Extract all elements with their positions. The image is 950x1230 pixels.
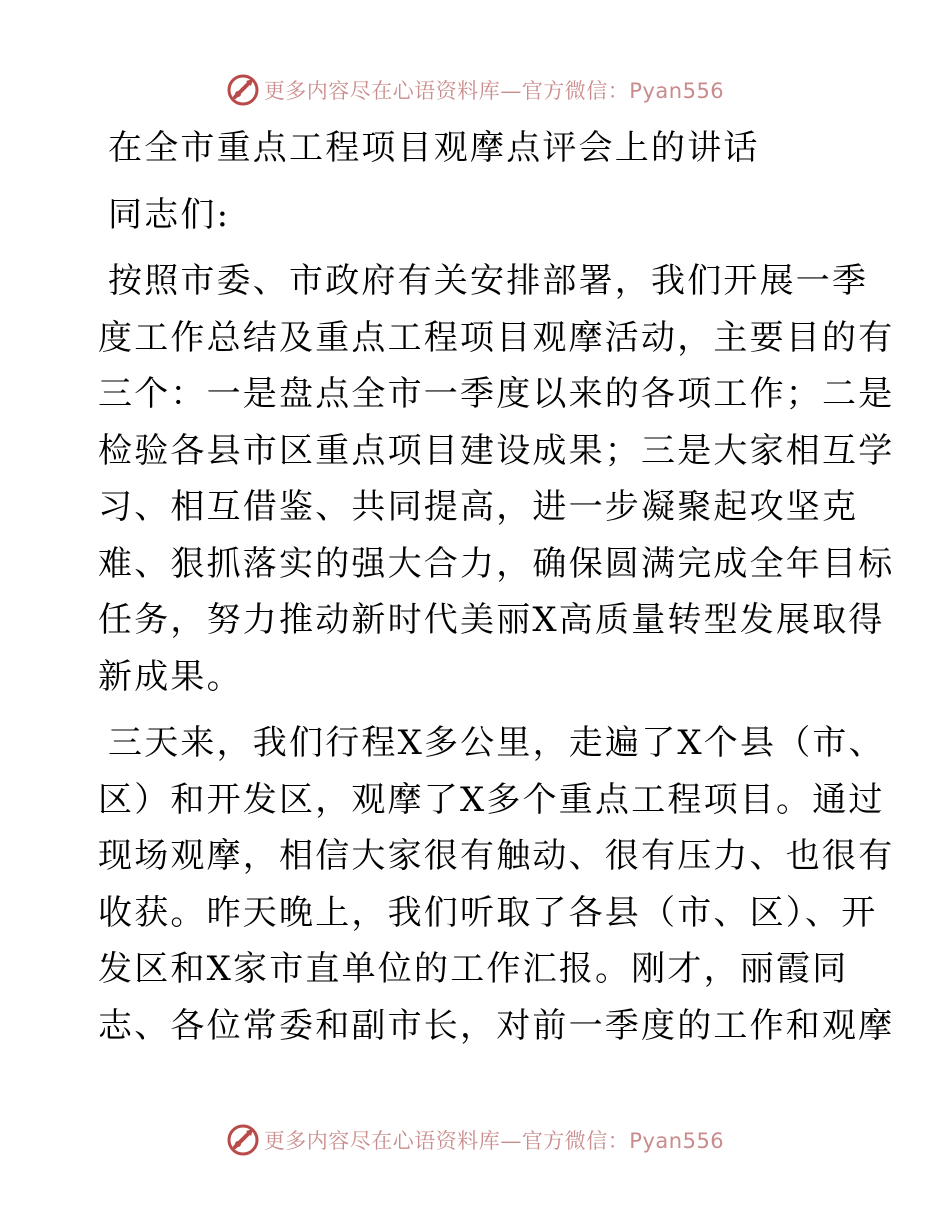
- paragraph-line: 现场观摩，相信大家很有触动、很有压力、也很有: [98, 836, 895, 876]
- paragraph-line: 按照市委、市政府有关安排部署，我们开展一季: [108, 261, 869, 301]
- paragraph-line: 检验各县市区重点项目建设成果；三是大家相互学: [98, 430, 895, 471]
- document-body: [98, 120, 895, 1064]
- paragraph-line: 三个：一是盘点全市一季度以来的各项工作；二是: [98, 374, 895, 414]
- document-title: 在全市重点工程项目观摩点评会上的讲话: [108, 128, 760, 168]
- paragraph-line: 区）和开发区，观摩了X多个重点工程项目。通过: [98, 779, 885, 820]
- footer-banner: [0, 1118, 950, 1162]
- paragraph-line: 三天来，我们行程X多公里，走遍了X个县（市、: [108, 723, 885, 763]
- paragraph-line: 任务，努力推动新时代美丽X高质量转型发展取得: [98, 600, 885, 640]
- paragraph-line: 习、相互借鉴、共同提高，进一步凝聚起攻坚克: [98, 487, 859, 527]
- paragraph-line: 新成果。: [98, 656, 243, 697]
- paragraph-1: [98, 253, 895, 705]
- paragraph-line: 志、各位常委和副市长，对前一季度的工作和观摩: [98, 1005, 895, 1046]
- paragraph-line: 发区和X家市直单位的工作汇报。刚才，丽霞同: [98, 949, 849, 989]
- logo-icon: [226, 1123, 260, 1157]
- paragraph-line: 收获。昨天晚上，我们听取了各县（市、区）、开: [98, 892, 878, 933]
- banner-text: 更多内容尽在心语资料库—官方微信：Pyan556: [263, 79, 725, 103]
- header-banner: [0, 68, 950, 112]
- paragraph-line: 度工作总结及重点工程项目观摩活动，主要目的有: [98, 317, 895, 358]
- salutation: 同志们:: [108, 194, 231, 235]
- banner-text: 更多内容尽在心语资料库—官方微信：Pyan556: [263, 1129, 725, 1153]
- paragraph-line: 难、狠抓落实的强大合力，确保圆满完成全年目标: [98, 543, 895, 584]
- paragraph-2: [98, 715, 895, 1054]
- logo-icon: [226, 73, 260, 107]
